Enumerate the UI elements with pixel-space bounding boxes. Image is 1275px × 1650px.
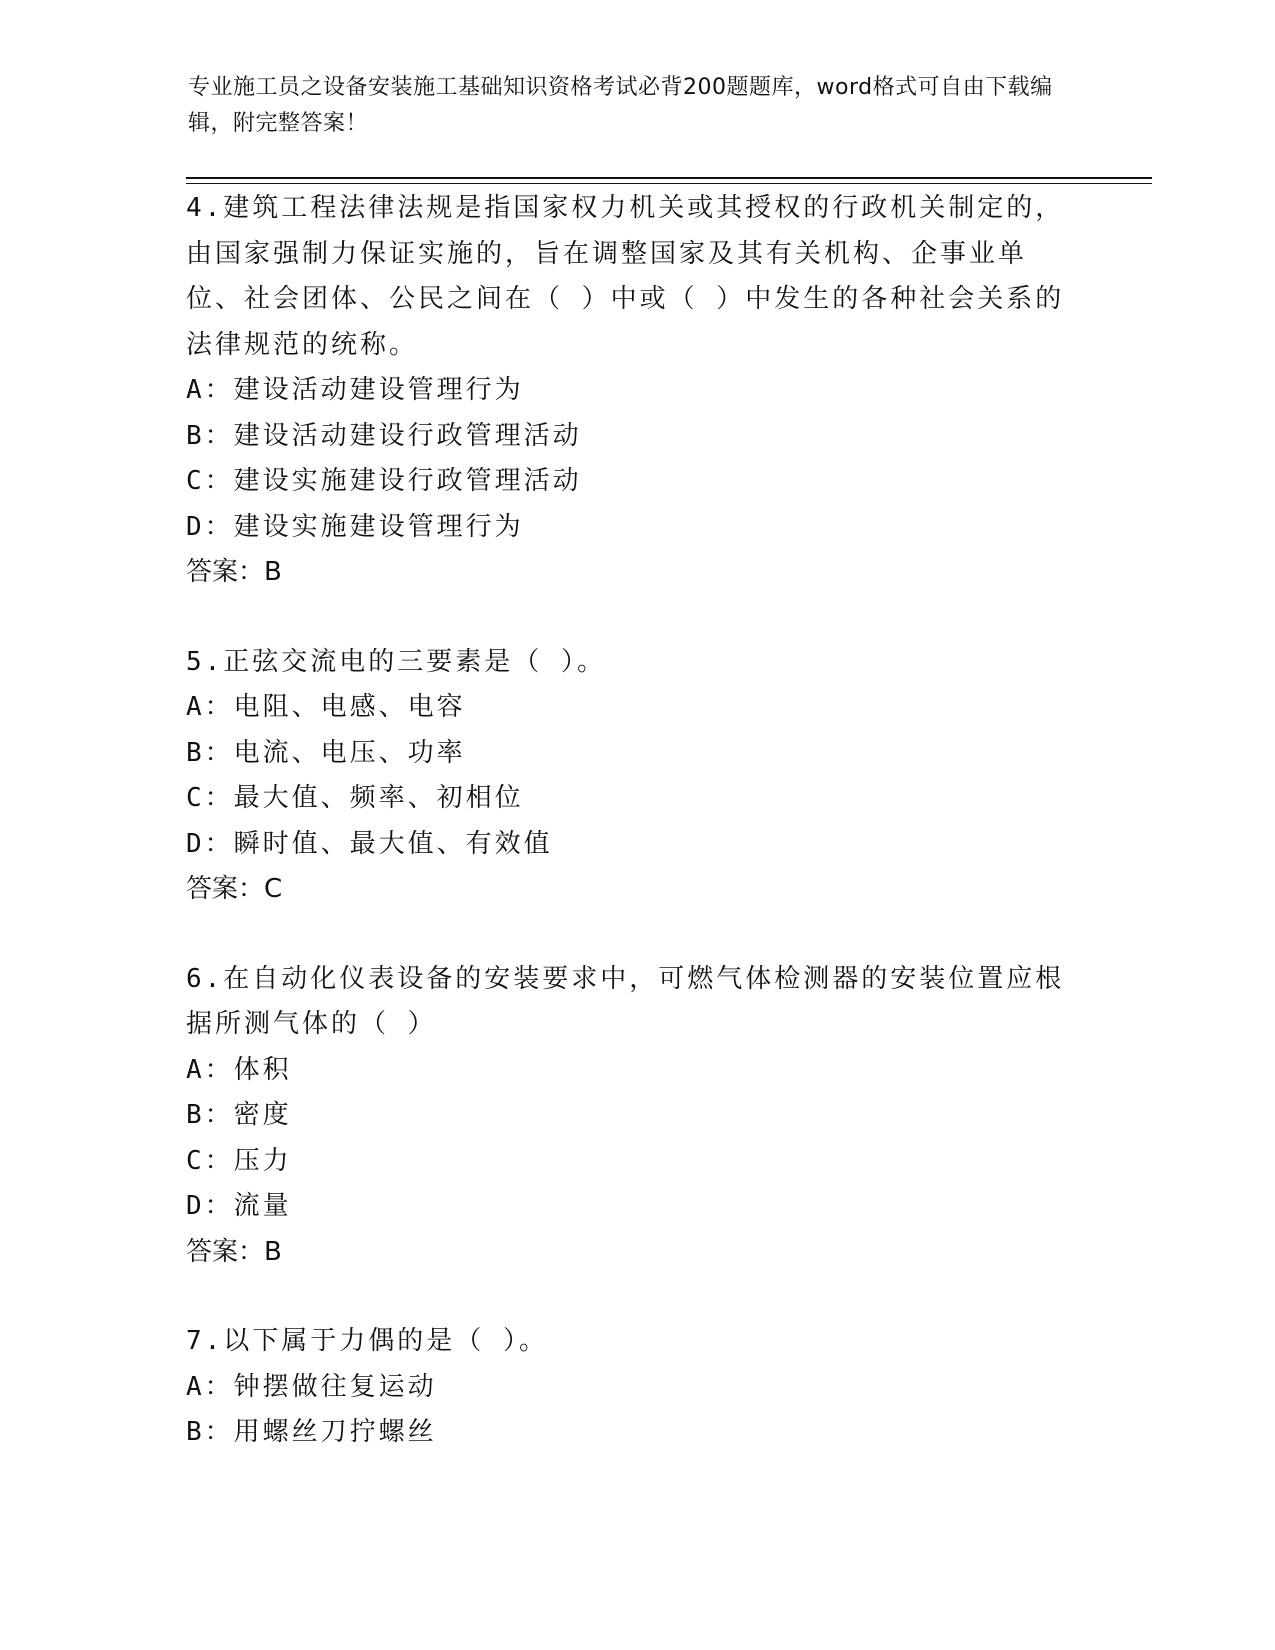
question-list (186, 186, 1066, 1500)
question-4 (186, 186, 1066, 596)
option-b: B：密度 (186, 1100, 292, 1130)
answer: 答案：B (186, 557, 282, 587)
question-stem: 6.在自动化仪表设备的安装要求中，可燃气体检测器的安装位置应根据所测气体的（ ） (186, 963, 1065, 1039)
option-c: C：最大值、频率、初相位 (186, 783, 524, 813)
document-header: 专业施工员之设备安装施工基础知识资格考试必背200题题库，word格式可自由下载编辑，附完整答案！ (188, 75, 1053, 136)
question-5 (186, 640, 1066, 913)
answer: 答案：B (186, 1236, 282, 1267)
option-a: A：体积 (186, 1054, 292, 1085)
option-a: A：建设活动建设管理行为 (186, 375, 524, 405)
question-stem: 5.正弦交流电的三要素是（ ）。 (186, 646, 606, 677)
header-divider-thin (186, 183, 1152, 184)
option-b: B：建设活动建设行政管理活动 (186, 420, 582, 451)
question-stem: 7.以下属于力偶的是（ ）。 (186, 1326, 548, 1356)
header-divider (186, 177, 1152, 179)
question-6 (186, 957, 1066, 1276)
option-c: C：建设实施建设行政管理活动 (186, 466, 582, 496)
option-a: A：钟摆做往复运动 (186, 1371, 437, 1402)
option-d: D：建设实施建设管理行为 (186, 511, 524, 542)
option-b: B：用螺丝刀拧螺丝 (186, 1417, 437, 1447)
option-a: A：电阻、电感、电容 (186, 692, 466, 722)
answer: 答案：C (186, 874, 283, 904)
option-d: D：流量 (186, 1191, 292, 1221)
question-stem: 4.建筑工程法律法规是指国家权力机关或其授权的行政机关制定的，由国家强制力保证实施的，旨在调整国家及其有关机构、企事业单位、社会团体、公民之间在（ ）中或（ ）中发生的各种社会关系的法律规范的统称。 (186, 193, 1065, 360)
option-b: B：电流、电压、功率 (186, 737, 466, 768)
option-c: C：压力 (186, 1145, 292, 1176)
question-7 (186, 1319, 1066, 1456)
option-d: D：瞬时值、最大值、有效值 (186, 828, 553, 859)
